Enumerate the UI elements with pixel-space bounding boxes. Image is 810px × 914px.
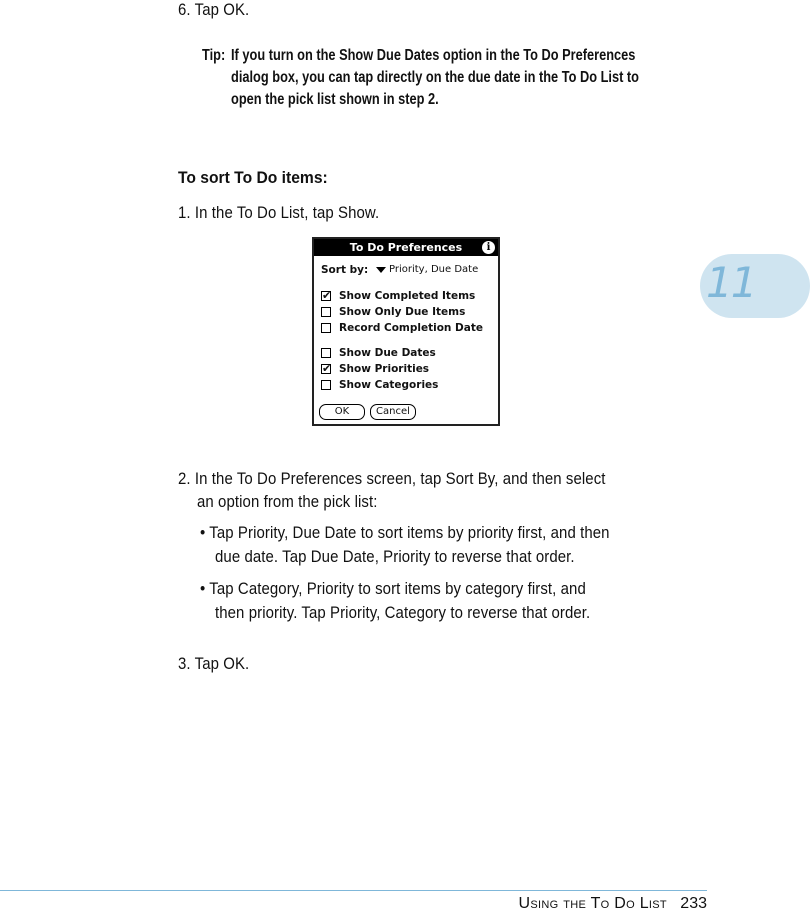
to-do-preferences-dialog: [312, 237, 500, 426]
dropdown-arrow-icon[interactable]: [376, 267, 386, 273]
option-label: Show Priorities: [339, 363, 430, 375]
footer-rule: [0, 890, 707, 891]
dialog-title-bar: [314, 239, 498, 256]
checkbox-show-only-due-items[interactable]: [321, 307, 331, 317]
step-3-text: 3. Tap OK.: [178, 654, 250, 673]
tip-line-2: dialog box, you can tap directly on the due date in the To Do List to: [231, 69, 639, 86]
step-1-text: 1. In the To Do List, tap Show.: [178, 203, 380, 222]
tip-line-3: open the pick list shown in step 2.: [231, 91, 439, 108]
bullet-2-line-1: • Tap Category, Priority to sort items by category first, and: [200, 579, 586, 598]
option-label: Show Due Dates: [339, 347, 436, 359]
checkbox-record-completion-date[interactable]: [321, 323, 331, 333]
option-label: Show Categories: [339, 379, 439, 391]
footer-title: Using the To Do List: [518, 895, 667, 912]
page-footer: [0, 895, 707, 913]
step-2-line-2: an option from the pick list:: [197, 492, 378, 511]
option-label: Record Completion Date: [339, 322, 483, 334]
step-6-text: 6. Tap OK.: [178, 0, 250, 19]
checkbox-show-priorities[interactable]: ✔: [322, 362, 332, 375]
sort-by-label: Sort by:: [321, 264, 369, 276]
info-icon[interactable]: i: [482, 241, 495, 254]
bullet-2-line-2: then priority. Tap Priority, Category to reverse that order.: [215, 603, 591, 622]
bullet-1-line-2: due date. Tap Due Date, Priority to reverse that order.: [215, 547, 575, 566]
cancel-button[interactable]: Cancel: [370, 404, 416, 420]
step-2-line-1: 2. In the To Do Preferences screen, tap Sort By, and then select: [178, 469, 606, 488]
tip-label: Tip:: [202, 47, 226, 64]
checkbox-show-completed-items[interactable]: ✔: [322, 289, 332, 302]
checkbox-show-due-dates[interactable]: [321, 348, 331, 358]
chapter-number: 11: [706, 258, 756, 307]
option-label: Show Only Due Items: [339, 306, 466, 318]
option-label: Show Completed Items: [339, 290, 476, 302]
sort-by-value[interactable]: Priority, Due Date: [389, 264, 479, 275]
checkbox-show-categories[interactable]: [321, 380, 331, 390]
bullet-1-line-1: • Tap Priority, Due Date to sort items by priority first, and then: [200, 523, 610, 542]
dialog-title: To Do Preferences: [349, 241, 463, 254]
section-heading: To sort To Do items:: [178, 168, 328, 187]
ok-button[interactable]: OK: [319, 404, 365, 420]
tip-line-1: If you turn on the Show Due Dates option in the To Do Preferences: [231, 47, 636, 64]
page-number: 233: [680, 895, 707, 912]
